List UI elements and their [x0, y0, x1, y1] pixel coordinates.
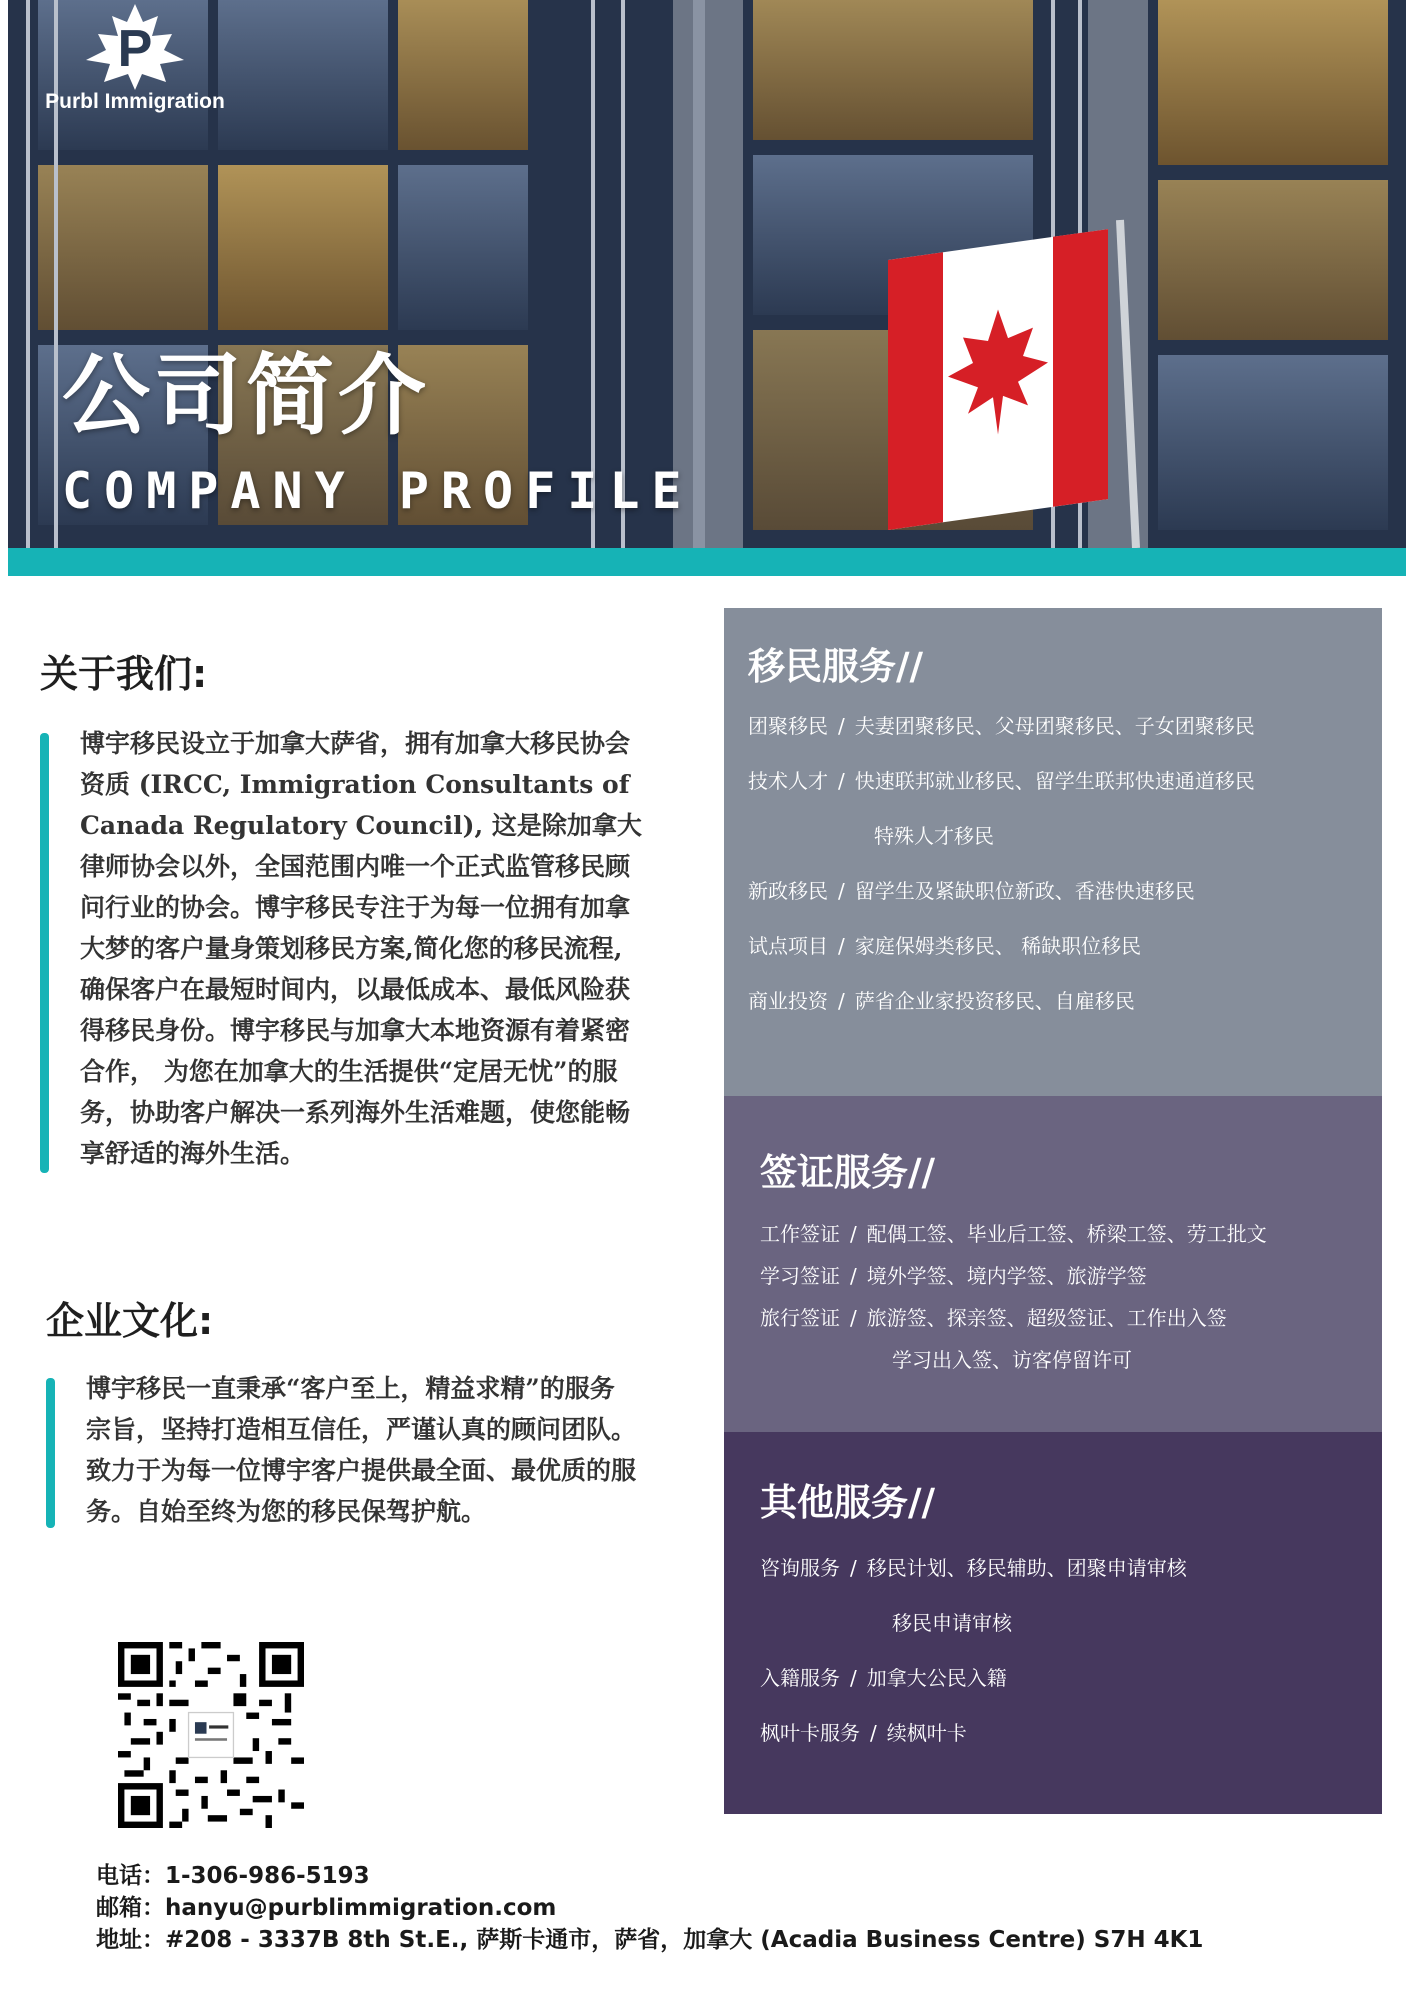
about-line: 享舒适的海外生活。: [80, 1139, 306, 1168]
about-line: 得移民身份。博宇移民与加拿大本地资源有着紧密: [80, 1016, 631, 1045]
service-category: 新政移民: [748, 879, 828, 903]
service-category: 枫叶卡服务: [760, 1721, 860, 1745]
service-category: 咨询服务: [760, 1556, 840, 1580]
immigration-services-panel: [724, 608, 1382, 1096]
service-category: 商业投资: [748, 989, 828, 1013]
service-separator: /: [870, 1721, 877, 1745]
service-items: 移民申请审核: [892, 1611, 1012, 1635]
immigration-services-title: 移民服务//: [748, 645, 924, 688]
contact-phone: 电话：1-306-986-5193: [96, 1863, 370, 1889]
service-row: [760, 1717, 967, 1746]
about-line: 务，协助客户解决一系列海外生活难题，使您能畅: [80, 1098, 631, 1127]
service-separator: /: [850, 1264, 857, 1288]
service-row: [748, 930, 1141, 959]
service-category: 学习签证: [760, 1264, 840, 1288]
service-separator: /: [850, 1306, 857, 1330]
service-category: 团聚移民: [748, 714, 828, 738]
service-items: 特殊人才移民: [874, 824, 994, 848]
hero-banner: [8, 0, 1406, 548]
culture-paragraph: [86, 1368, 686, 1532]
service-row: [748, 765, 1255, 794]
about-line: 律师协会以外，全国范围内唯一个正式监管移民顾: [80, 852, 631, 881]
service-row: [892, 1344, 1132, 1373]
service-row: [760, 1302, 1227, 1331]
canada-flag: [888, 229, 1108, 530]
about-line: 问行业的协会。博宇移民专注于为每一位拥有加拿: [80, 893, 631, 922]
teal-divider: [8, 548, 1406, 576]
about-line: Canada Regulatory Council), 这是除加拿大: [80, 811, 642, 840]
service-items: 萨省企业家投资移民、自雇移民: [854, 989, 1135, 1013]
about-line: 合作， 为您在加拿大的生活提供“定居无忧”的服: [80, 1057, 618, 1086]
about-accent-bar: [40, 733, 49, 1173]
culture-line: 博宇移民一直秉承“客户至上，精益求精”的服务: [86, 1374, 615, 1403]
service-items: 快速联邦就业移民、留学生联邦快速通道移民: [854, 769, 1255, 793]
culture-line: 宗旨，坚持打造相互信任，严谨认真的顾问团队。: [86, 1415, 637, 1444]
service-row: [874, 820, 994, 849]
service-items: 家庭保姆类移民、 稀缺职位移民: [854, 934, 1142, 958]
service-items: 配偶工签、毕业后工签、桥梁工签、劳工批文: [866, 1222, 1267, 1246]
svg-text:P: P: [117, 20, 153, 78]
service-separator: /: [838, 934, 845, 958]
service-category: 旅行签证: [760, 1306, 840, 1330]
service-row: [760, 1260, 1147, 1289]
service-separator: /: [850, 1556, 857, 1580]
service-category: 入籍服务: [760, 1666, 840, 1690]
service-separator: /: [838, 769, 845, 793]
service-separator: /: [850, 1666, 857, 1690]
service-items: 移民计划、移民辅助、团聚申请审核: [866, 1556, 1187, 1580]
page-title-cn: 公司简介: [62, 344, 431, 447]
service-items: 夫妻团聚移民、父母团聚移民、子女团聚移民: [854, 714, 1255, 738]
culture-line: 务。自始至终为您的移民保驾护航。: [86, 1497, 487, 1526]
about-line: 大梦的客户量身策划移民方案,简化您的移民流程,: [80, 934, 623, 963]
service-category: 工作签证: [760, 1222, 840, 1246]
service-category: 试点项目: [748, 934, 828, 958]
service-separator: /: [838, 879, 845, 903]
about-paragraph: [80, 723, 680, 1174]
culture-accent-bar: [46, 1378, 55, 1528]
page-title-en: COMPANY PROFILE: [62, 462, 694, 520]
logo-text: Purbl Immigration: [45, 90, 225, 113]
service-row: [760, 1662, 1007, 1691]
service-row: [748, 710, 1255, 739]
service-items: 学习出入签、访客停留许可: [892, 1348, 1132, 1372]
service-category: 技术人才: [748, 769, 828, 793]
culture-line: 致力于为每一位博宇客户提供最全面、最优质的服: [86, 1456, 637, 1485]
visa-services-title: 签证服务//: [760, 1151, 936, 1194]
about-line: 资质 (IRCC, Immigration Consultants of: [80, 770, 630, 799]
service-separator: /: [838, 989, 845, 1013]
service-separator: /: [850, 1222, 857, 1246]
maple-leaf-p-icon: [80, 4, 190, 90]
service-row: [760, 1218, 1267, 1247]
contact-email: 邮箱：hanyu@purblimmigration.com: [96, 1895, 557, 1921]
wechat-qr-code: [118, 1642, 304, 1828]
contact-address: 地址：#208 - 3337B 8th St.E., 萨斯卡通市，萨省，加拿大 (Acadia Business Centre) S7H 4K1: [96, 1927, 1204, 1953]
service-items: 留学生及紧缺职位新政、香港快速移民: [854, 879, 1195, 903]
about-heading: 关于我们:: [40, 652, 208, 696]
purbl-logo: [30, 4, 240, 120]
about-line: 确保客户在最短时间内，以最低成本、最低风险获: [80, 975, 631, 1004]
service-items: 加拿大公民入籍: [866, 1666, 1007, 1690]
service-row: [892, 1607, 1012, 1636]
other-services-title: 其他服务//: [760, 1481, 936, 1524]
service-items: 境外学签、境内学签、旅游学签: [866, 1264, 1147, 1288]
service-items: 旅游签、探亲签、超级签证、工作出入签: [866, 1306, 1227, 1330]
service-row: [748, 985, 1135, 1014]
about-line: 博宇移民设立于加拿大萨省，拥有加拿大移民协会: [80, 729, 631, 758]
culture-heading: 企业文化:: [46, 1299, 214, 1343]
service-row: [748, 875, 1195, 904]
service-separator: /: [838, 714, 845, 738]
other-services-panel: [724, 1432, 1382, 1814]
service-items: 续枫叶卡: [886, 1721, 967, 1745]
service-row: [760, 1552, 1187, 1581]
visa-services-panel: [724, 1096, 1382, 1432]
